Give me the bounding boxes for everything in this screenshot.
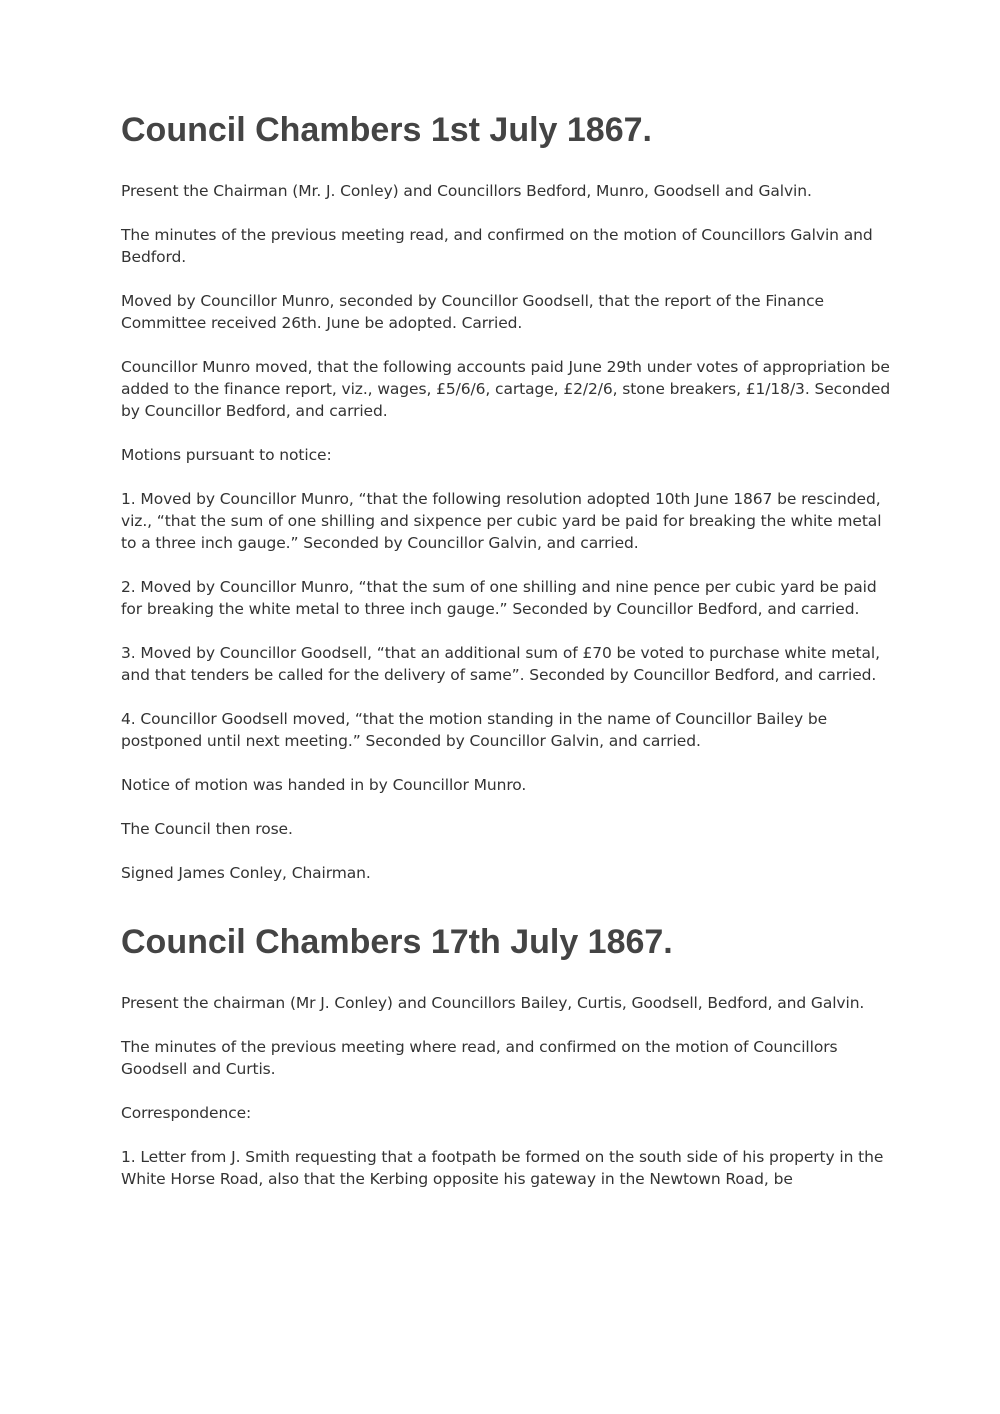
paragraph-signature: Signed James Conley, Chairman.: [121, 864, 371, 882]
section-heading: Council Chambers 1st July 1867.: [121, 111, 652, 149]
paragraph-minutes: The minutes of the previous meeting where read, and confirmed on the motion of Councillors Goodsell and Curtis.: [121, 1038, 838, 1078]
paragraph-attendance: Present the chairman (Mr J. Conley) and Councillors Bailey, Curtis, Goodsell, Bedford, and Galvin.: [121, 994, 865, 1012]
paragraph-letter-1: 1. Letter from J. Smith requesting that a footpath be formed on the south side of his property in the White Horse Road, also that the Kerbing opposite his gateway in the Newtown Road, be: [121, 1148, 884, 1188]
paragraph-motion-3: 3. Moved by Councillor Goodsell, “that an additional sum of £70 be voted to purchase white metal, and that tenders be called for the delivery of same”. Seconded by Councillor Bedford, and carried.: [121, 644, 880, 684]
paragraph-motion-2: 2. Moved by Councillor Munro, “that the sum of one shilling and nine pence per cubic yard be paid for breaking the white metal to three inch gauge.” Seconded by Councillor Bedford, and carried.: [121, 578, 877, 618]
meeting-section-1st-july: [121, 110, 901, 884]
paragraph-motion-1: 1. Moved by Councillor Munro, “that the following resolution adopted 10th June 1867 be rescinded, viz., “that the sum of one shilling and sixpence per cubic yard be paid for breaking the white metal to a three inch gauge.” Seconded by Councillor Galvin, and carried.: [121, 490, 882, 552]
paragraph-finance-report: Moved by Councillor Munro, seconded by Councillor Goodsell, that the report of the Finance Committee received 26th. June be adopted. Carried.: [121, 292, 824, 332]
meeting-section-17th-july: [121, 922, 901, 1190]
paragraph-attendance: Present the Chairman (Mr. J. Conley) and Councillors Bedford, Munro, Goodsell and Galvin.: [121, 182, 812, 200]
paragraph-motions-heading: Motions pursuant to notice:: [121, 446, 332, 464]
paragraph-notice-of-motion: Notice of motion was handed in by Councillor Munro.: [121, 776, 527, 794]
paragraph-accounts: Councillor Munro moved, that the following accounts paid June 29th under votes of appropriation be added to the finance report, viz., wages, £5/6/6, cartage, £2/2/6, stone breakers, £1/18/3. Seconded by Councillor Bedford, and carried.: [121, 358, 891, 420]
paragraph-correspondence-heading: Correspondence:: [121, 1104, 252, 1122]
paragraph-motion-4: 4. Councillor Goodsell moved, “that the motion standing in the name of Councillor Bailey be postponed until next meeting.” Seconded by Councillor Galvin, and carried.: [121, 710, 828, 750]
paragraph-council-rose: The Council then rose.: [121, 820, 293, 838]
document-page: [121, 110, 901, 1212]
paragraph-minutes: The minutes of the previous meeting read, and confirmed on the motion of Councillors Galvin and Bedford.: [121, 226, 873, 266]
section-heading: Council Chambers 17th July 1867.: [121, 923, 673, 961]
